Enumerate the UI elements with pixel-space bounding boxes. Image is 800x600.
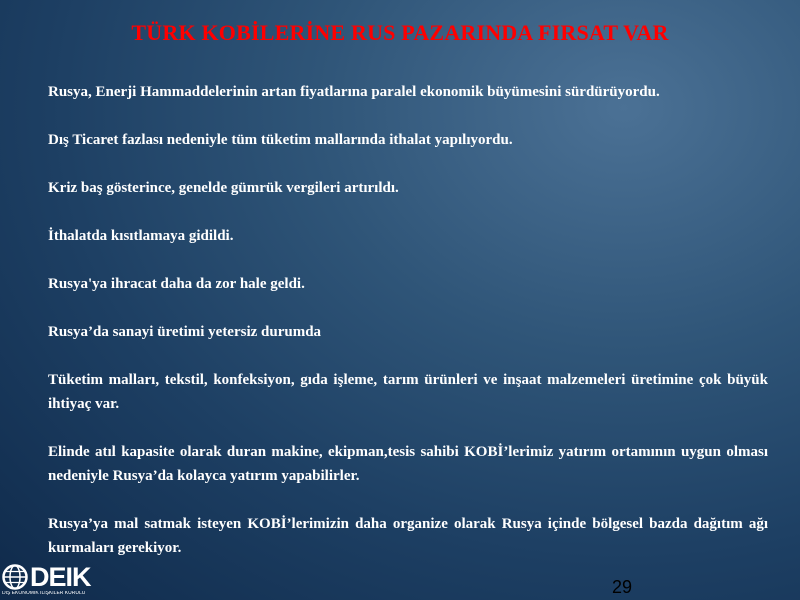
globe-logo-icon (2, 564, 28, 590)
deik-logo (0, 561, 110, 600)
slide-title: TÜRK KOBİLERİNE RUS PAZARINDA FIRSAT VAR (131, 20, 669, 45)
page-number: 29 (612, 577, 633, 597)
paragraph-6: Rusya’da sanayi üretimi yetersiz durumda (48, 324, 322, 340)
paragraph-7: Tüketim malları, tekstil, konfeksiyon, gıda işleme, tarım ürünleri ve inşaat malzemeleri üretimine çok büyük ihtiyaç var. (48, 372, 768, 412)
slide-content (48, 80, 768, 584)
paragraph-1: Rusya, Enerji Hammaddelerinin artan fiyatlarına paralel ekonomik büyümesini sürdürüyordu. (48, 84, 660, 100)
paragraph-2: Dış Ticaret fazlası nedeniyle tüm tüketim mallarında ithalat yapılıyordu. (48, 132, 513, 148)
paragraph-9: Rusya’ya mal satmak isteyen KOBİ’lerimizin daha organize olarak Rusya içinde bölgesel bazda dağıtım ağı kurmaları gerekiyor. (48, 516, 768, 556)
paragraph-4: İthalatda kısıtlamaya gidildi. (48, 228, 234, 244)
paragraph-5: Rusya'ya ihracat daha da zor hale geldi. (48, 276, 305, 292)
paragraph-3: Kriz baş gösterince, genelde gümrük vergileri artırıldı. (48, 180, 399, 196)
logo-wordmark: DEIK (30, 562, 91, 592)
logo-subtext: DIŞ EKONOMİK İLİŞKİLER KURULU (2, 591, 86, 596)
paragraph-8: Elinde atıl kapasite olarak duran makine, ekipman,tesis sahibi KOBİ’lerimiz yatırım ortamının uygun olması nedeniyle Rusya’da kolayca yatırım yapabilirler. (48, 444, 768, 484)
